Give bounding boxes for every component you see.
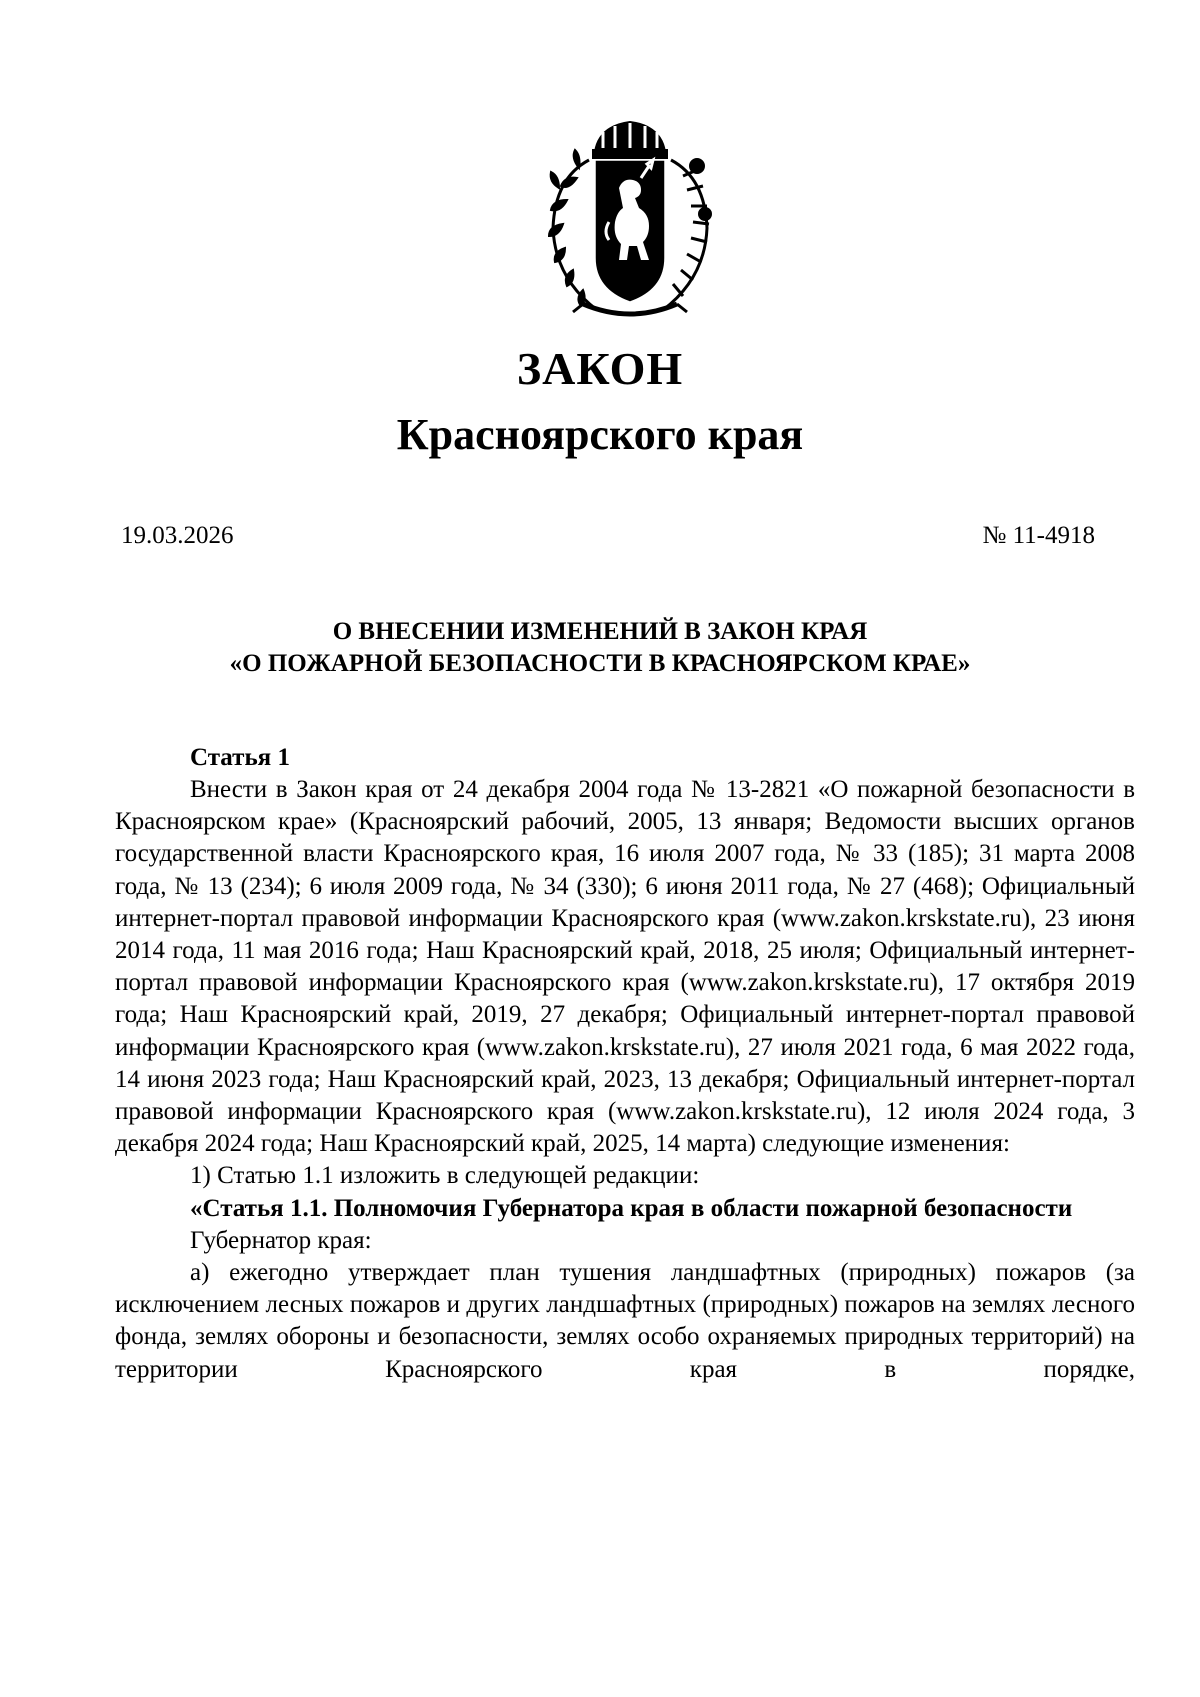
governor-label: Губернатор края: bbox=[190, 1226, 372, 1254]
document-type-title: ЗАКОН bbox=[516, 343, 684, 394]
document-subject-line-1: О ВНЕСЕНИИ ИЗМЕНЕНИЙ В ЗАКОН КРАЯ bbox=[332, 618, 868, 645]
subclause-a: а) ежегодно утверждает план тушения ландшафтных (природных) пожаров (за исключением лесных пожаров и других ландшафтных (природных) пожаров на землях лесного фонда, землях обороны и безопасности, землях особо охраняемых природных территорий) на территории Красноярского края в порядке, bbox=[115, 1259, 1135, 1383]
krasnoyarsk-coat-of-arms-emblem bbox=[537, 118, 723, 328]
document-number: № 11-4918 bbox=[982, 522, 1095, 549]
article-heading-container bbox=[115, 742, 1135, 774]
article-intro-paragraph: Внести в Закон края от 24 декабря 2004 года № 13-2821 «О пожарной безопасности в Красноярском крае» (Красноярский рабочий, 2005, 13 января; Ведомости высших органов государственной власти Красноярского края, 16 июля 2007 года, № 33 (185); 31 марта 2008 года, № 13 (234); 6 июля 2009 года, № 34 (330); 6 июня 2011 года, № 27 (468); Официальный интернет-портал правовой информации Красноярского края (www.zakon.krskstate.ru), 23 июня 2014 года, 11 мая 2016 года; Наш Красноярский край, 2018, 25 июля; Официальный интернет-портал правовой информации Красноярского края (www.zakon.krskstate.ru), 17 октября 2019 года; Наш Красноярский край, 2019, 27 декабря; Официальный интернет-портал правовой информации Красноярского края (www.zakon.krskstate.ru), 27 июля 2021 года, 6 мая 2022 года, 14 июня 2023 года; Наш Красноярский край, 2023, 13 декабря; Официальный интернет-портал правовой информации Красноярского края (www.zakon.krskstate.ru), 12 июля 2024 года, 3 декабря 2024 года; Наш Красноярский край, 2025, 14 марта) следующие изменения: bbox=[115, 776, 1135, 1158]
new-article-heading: «Статья 1.1. Полномочия Губернатора края в области пожарной безопасности bbox=[190, 1194, 1073, 1222]
document-issuer-title: Красноярского края bbox=[396, 410, 804, 459]
amendment-item-1: 1) Статью 1.1 изложить в следующей редакции: bbox=[190, 1162, 700, 1190]
article-heading: Статья 1 bbox=[190, 744, 290, 771]
document-date: 19.03.2026 bbox=[121, 522, 234, 549]
document-subject-line-2: «О ПОЖАРНОЙ БЕЗОПАСНОСТИ В КРАСНОЯРСКОМ КРАЕ» bbox=[229, 650, 971, 677]
article-body bbox=[115, 774, 1135, 1386]
